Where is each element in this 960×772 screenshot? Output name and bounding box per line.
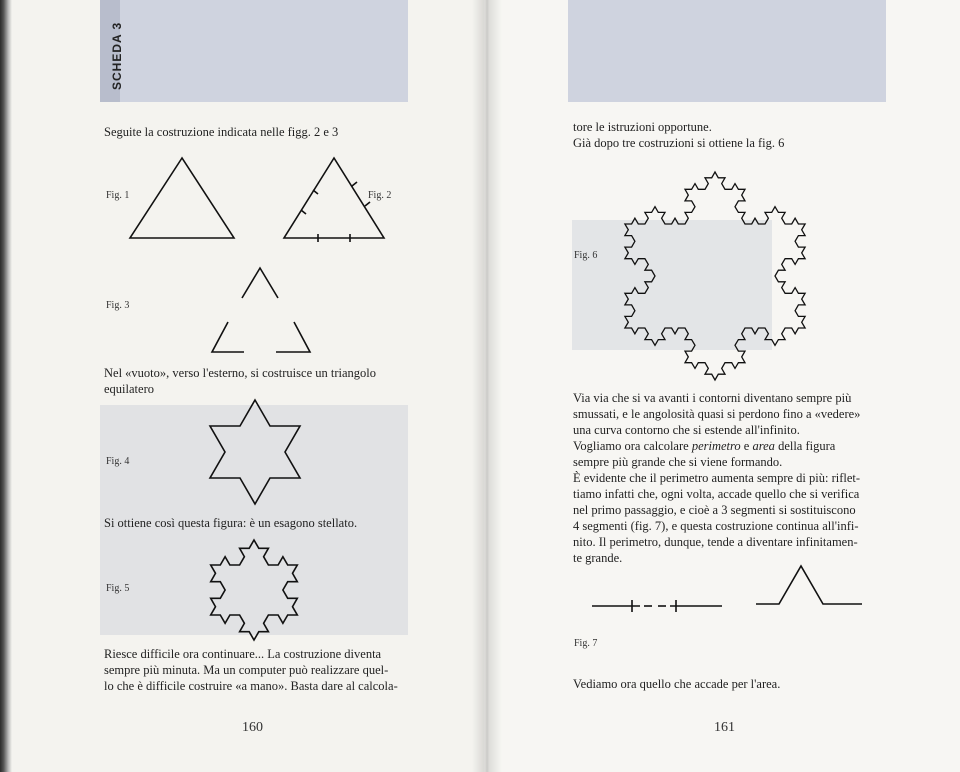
para-line-3: lo che è difficile costruire «a mano». Basta dare al calcola- [104,679,398,693]
vuoto-line-1: Nel «vuoto», verso l'esterno, si costruisce un triangolo [104,366,376,380]
fig6-koch-snowflake [625,172,805,380]
body-line-11: te grande. [573,551,623,565]
body-line-2: smussati, e le angolosità quasi si perdono fino a «vedere» [573,407,861,421]
fig4-label: Fig. 4 [106,456,130,467]
vuoto-line-2: equilatero [104,382,154,396]
fig3-top [242,268,278,298]
fig2-tick [313,190,318,194]
fig5-koch [211,540,298,640]
book-gutter [472,0,502,772]
closing-line: Vediamo ora quello che accade per l'area. [573,677,781,691]
fig7-koch-step [756,566,862,604]
fig4-star [210,400,300,504]
scheda-label: SCHEDA 3 [110,21,124,90]
fig3-label: Fig. 3 [106,300,130,311]
fig2-tick [301,210,306,214]
para-line-2: sempre più minuta. Ma un computer può realizzare quel- [104,663,389,677]
body-line-5: sempre più grande che si viene formando. [573,455,783,469]
top-line-1: tore le istruzioni opportune. [573,120,712,134]
body-line-9: 4 segmenti (fig. 7), e questa costruzione continua all'infi- [573,519,859,533]
body-line-10: nito. Il perimetro, dunque, tende a diventare infinitamen- [573,535,858,549]
body-line-8: nel primo passaggio, e cioè a 3 segmenti si sostituiscono [573,503,856,517]
fig3-right [276,322,310,352]
intro-text: Seguite la costruzione indicata nelle figg. 2 e 3 [104,125,339,139]
body-line-3: una curva contorno che si estende all'infinito. [573,423,800,437]
top-line-2: Già dopo tre costruzioni si ottiene la fig. 6 [573,136,785,150]
fig1-label: Fig. 1 [106,190,130,201]
body-line-4: Vogliamo ora calcolare perimetro e area della figura [573,439,836,453]
figures-right [484,0,960,772]
right-page [484,0,960,772]
fig1-triangle [130,158,234,238]
fig6-label: Fig. 6 [574,250,598,261]
fig2-tick [352,182,357,186]
para-line-1: Riesce difficile ora continuare... La costruzione diventa [104,647,382,661]
body-line-1: Via via che si va avanti i contorni diventano sempre più [573,391,852,405]
star-note: Si ottiene così questa figura: è un esagono stellato. [104,516,358,530]
fig2-label: Fig. 2 [368,190,392,201]
body-line-7: tiamo infatti che, ogni volta, accade quello che si verifica [573,487,860,501]
fig3-left [212,322,244,352]
fig5-label: Fig. 5 [106,583,130,594]
page-number-right: 161 [714,720,735,735]
fig7-label: Fig. 7 [574,638,598,649]
page-number-left: 160 [242,720,263,735]
body-line-6: È evidente che il perimetro aumenta sempre di più: riflet- [573,471,861,485]
fig2-tick [365,202,370,206]
